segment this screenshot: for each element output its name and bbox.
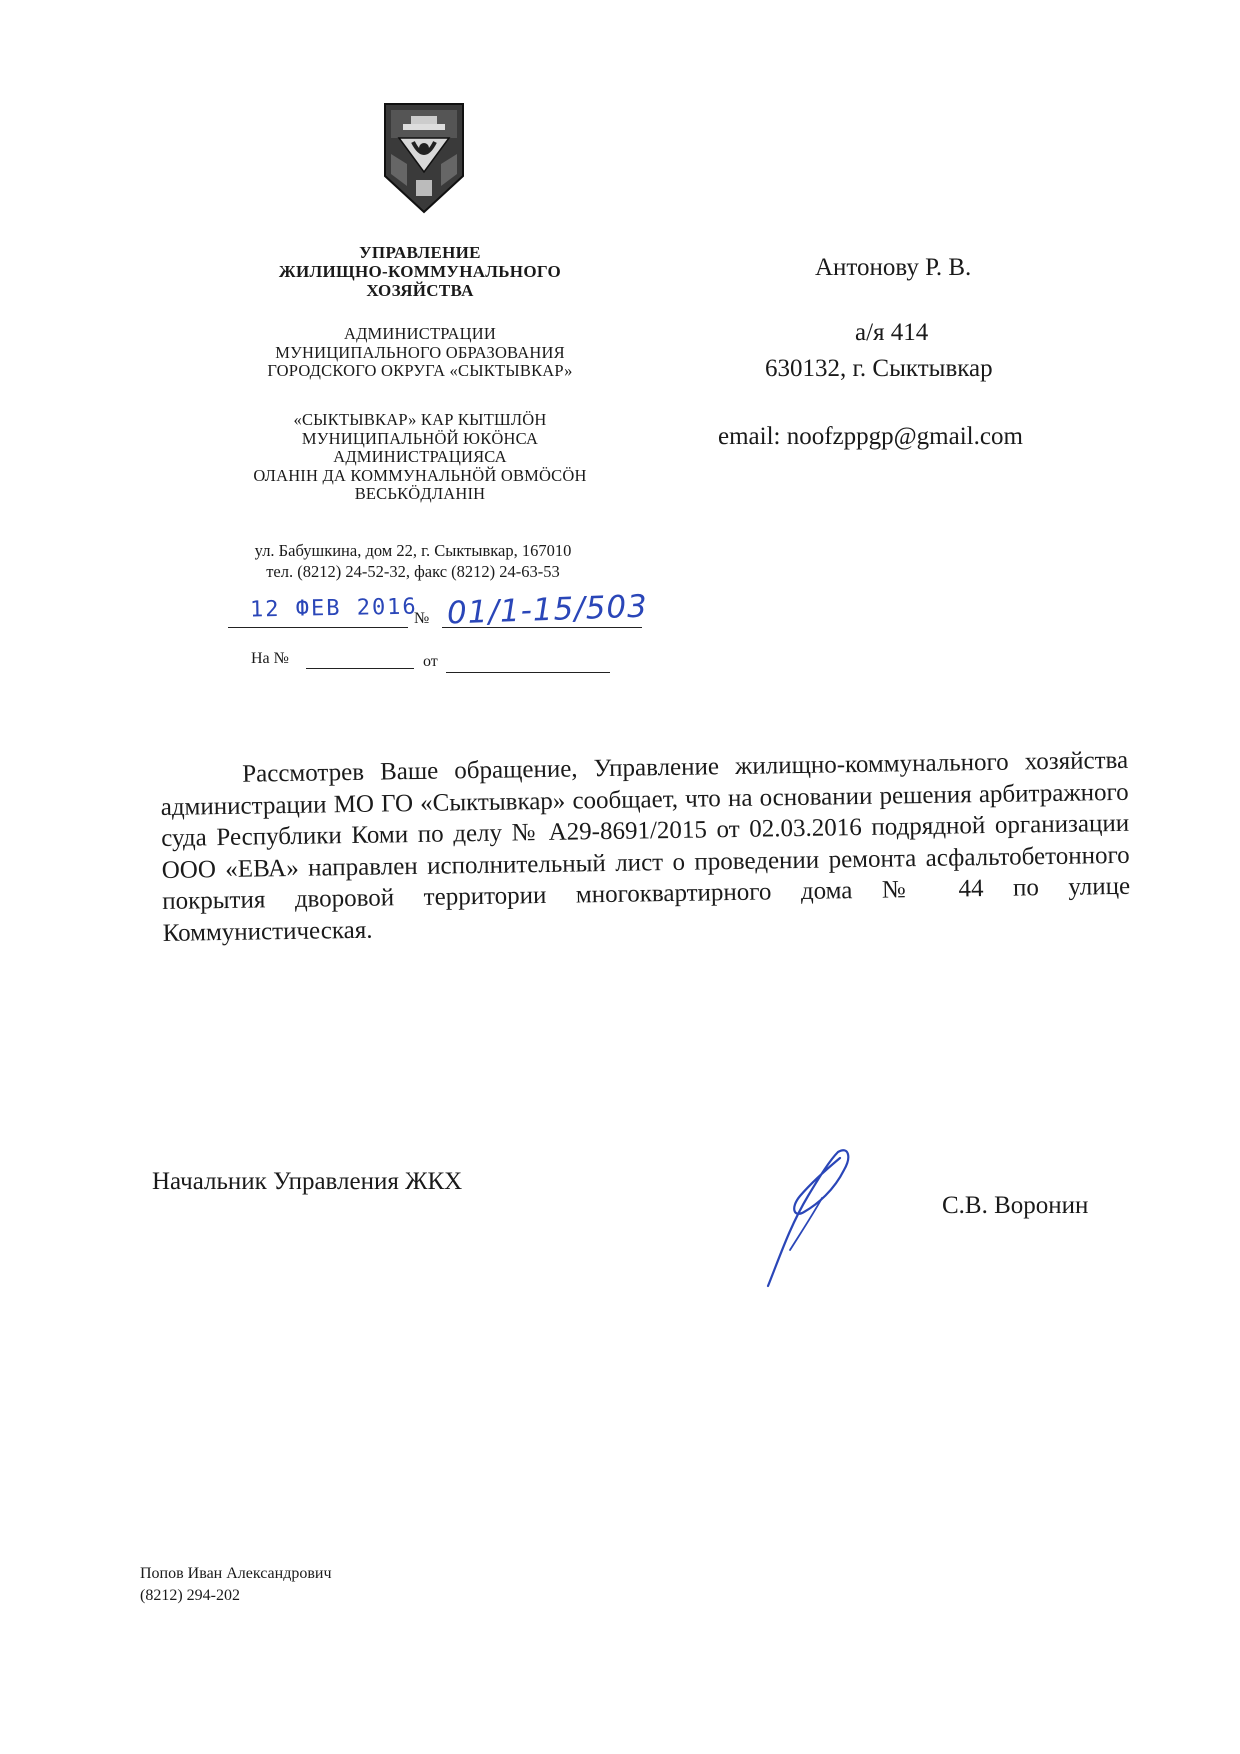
signatory-name: С.В. Воронин xyxy=(942,1192,1089,1219)
org-admin-line: МУНИЦИПАЛЬНОГО ОБРАЗОВАНИЯ xyxy=(275,342,565,362)
org-administration xyxy=(220,325,620,381)
handwritten-signature-icon xyxy=(760,1146,860,1292)
executor-name: Попов Иван Александрович xyxy=(140,1565,332,1582)
org-contacts xyxy=(198,540,628,582)
org-komi-line: «СЫКТЫВКАР» КАР КЫТШЛӦН xyxy=(293,410,547,429)
on-number-label: На № xyxy=(251,650,289,667)
reg-number-label: № xyxy=(414,610,430,627)
reg-number-handwritten: 01/1-15/503 xyxy=(446,588,649,632)
signatory-position: Начальник Управления ЖКХ xyxy=(152,1168,463,1195)
org-komi-name xyxy=(205,411,635,504)
letter-body: Рассмотрев Ваше обращение, Управление жилищно-коммунального хозяйства администрации МО ГО «Сыктывкар» сообщает, что на основании решения арбитражного суда Республики Коми по делу № А29-8691/2015 от 02.03.2016 подрядной организации ООО «ЕВА» направлен исполнительный лист о проведении ремонта асфальтобетонного покрытия дворовой территории многоквартирного дома № 44 по улице Коммунистическая. xyxy=(160,746,1131,947)
org-title-line: УПРАВЛЕНИЕ xyxy=(359,243,481,262)
org-title-line: ЖИЛИЩНО-КОММУНАЛЬНОГО xyxy=(278,262,562,281)
org-title-line: ХОЗЯЙСТВА xyxy=(366,281,474,300)
org-komi-line: ОЛАНIН ДА КОММУНАЛЬНӦЙ ОВМӦСӦН xyxy=(253,465,587,485)
org-komi-line: АДМИНИСТРАЦИЯСА xyxy=(333,447,507,466)
reg-date-stamp: 12 ФЕВ 2016 xyxy=(249,594,418,623)
org-admin-line: АДМИНИСТРАЦИИ xyxy=(343,324,496,343)
org-address: ул. Бабушкина, дом 22, г. Сыктывкар, 167010 xyxy=(254,541,572,560)
recipient-city: 630132, г. Сыктывкар xyxy=(765,355,993,382)
org-admin-line: ГОРОДСКОГО ОКРУГА «СЫКТЫВКАР» xyxy=(267,361,573,380)
recipient-name: Антонову Р. В. xyxy=(815,254,972,281)
org-phones: тел. (8212) 24-52-32, факс (8212) 24-63-53 xyxy=(266,562,560,581)
on-from-underline xyxy=(446,672,610,673)
org-komi-line: МУНИЦИПАЛЬНӦЙ ЮКӦНСА xyxy=(301,428,539,448)
recipient-email: email: noofzppgp@gmail.com xyxy=(718,423,1023,450)
org-komi-line: ВЕСЬКӦДЛАНIН xyxy=(354,484,486,503)
reg-date-underline xyxy=(228,627,408,628)
coat-of-arms-icon xyxy=(383,102,465,214)
executor-phone: (8212) 294-202 xyxy=(140,1587,240,1604)
on-from-label: от xyxy=(423,653,438,670)
on-number-underline xyxy=(306,668,414,669)
recipient-po-box: а/я 414 xyxy=(855,319,929,346)
org-title xyxy=(230,243,610,300)
